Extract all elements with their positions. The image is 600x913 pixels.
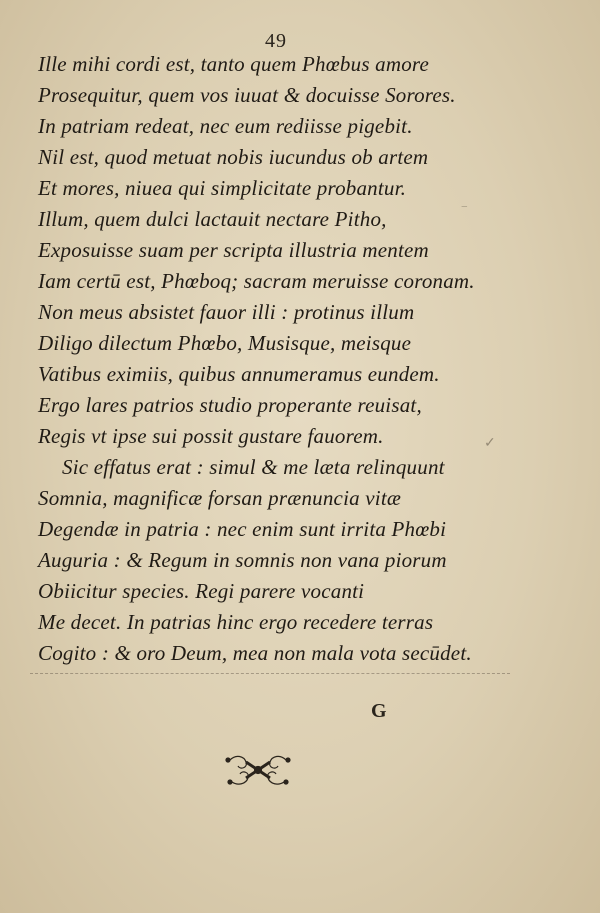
verse-line: Illum, quem dulci lactauit nectare Pitho, xyxy=(38,207,387,231)
verse-line: Auguria : & Regum in somnis non vana piorum xyxy=(38,548,447,572)
page-number: 49 xyxy=(265,30,287,52)
verse-line: Prosequitur, quem vos iuuat & docuisse Sorores. xyxy=(38,83,456,107)
verse-line: Ille mihi cordi est, tanto quem Phœbus amore xyxy=(38,52,430,76)
verse-line: Me decet. In patrias hinc ergo recedere terras xyxy=(38,610,434,634)
verse-line: Nil est, quod metuat nobis iucundus ob artem xyxy=(38,145,429,169)
verse-line: In patriam redeat, nec eum rediisse pigebit. xyxy=(38,114,413,138)
verse-line: Vatibus eximiis, quibus annumeramus eundem. xyxy=(38,362,440,386)
stray-mark: ‾ xyxy=(462,206,467,221)
stray-mark: ✓ xyxy=(484,436,496,451)
verse-line: Degendæ in patria : nec enim sunt irrita Phœbi xyxy=(38,517,447,541)
bleed-through-rule xyxy=(30,673,510,674)
verse-line: Ergo lares patrios studio properante reuisat, xyxy=(38,393,422,417)
verse-line: Cogito : & oro Deum, mea non mala vota secūdet. xyxy=(38,641,472,665)
verse-line: Sic effatus erat : simul & me læta relinquunt xyxy=(62,455,445,479)
verse-line: Somnia, magnificæ forsan prænuncia vitæ xyxy=(38,486,402,510)
verse-line: Diligo dilectum Phœbo, Musisque, meisque xyxy=(38,331,412,355)
fleuron-ornament-icon xyxy=(222,752,294,788)
verse-line: Regis vt ipse sui possit gustare fauorem. xyxy=(38,424,384,448)
verse-line: Obiicitur species. Regi parere vocanti xyxy=(38,579,365,603)
verse-line: Exposuisse suam per scripta illustria mentem xyxy=(38,238,429,262)
verse-line: Et mores, niuea qui simplicitate probantur. xyxy=(38,176,407,200)
signature-mark: G xyxy=(371,700,387,722)
verse-line: Non meus absistet fauor illi : protinus illum xyxy=(38,300,415,324)
verse-line: Iam certū est, Phœboq; sacram meruisse coronam. xyxy=(38,269,475,293)
